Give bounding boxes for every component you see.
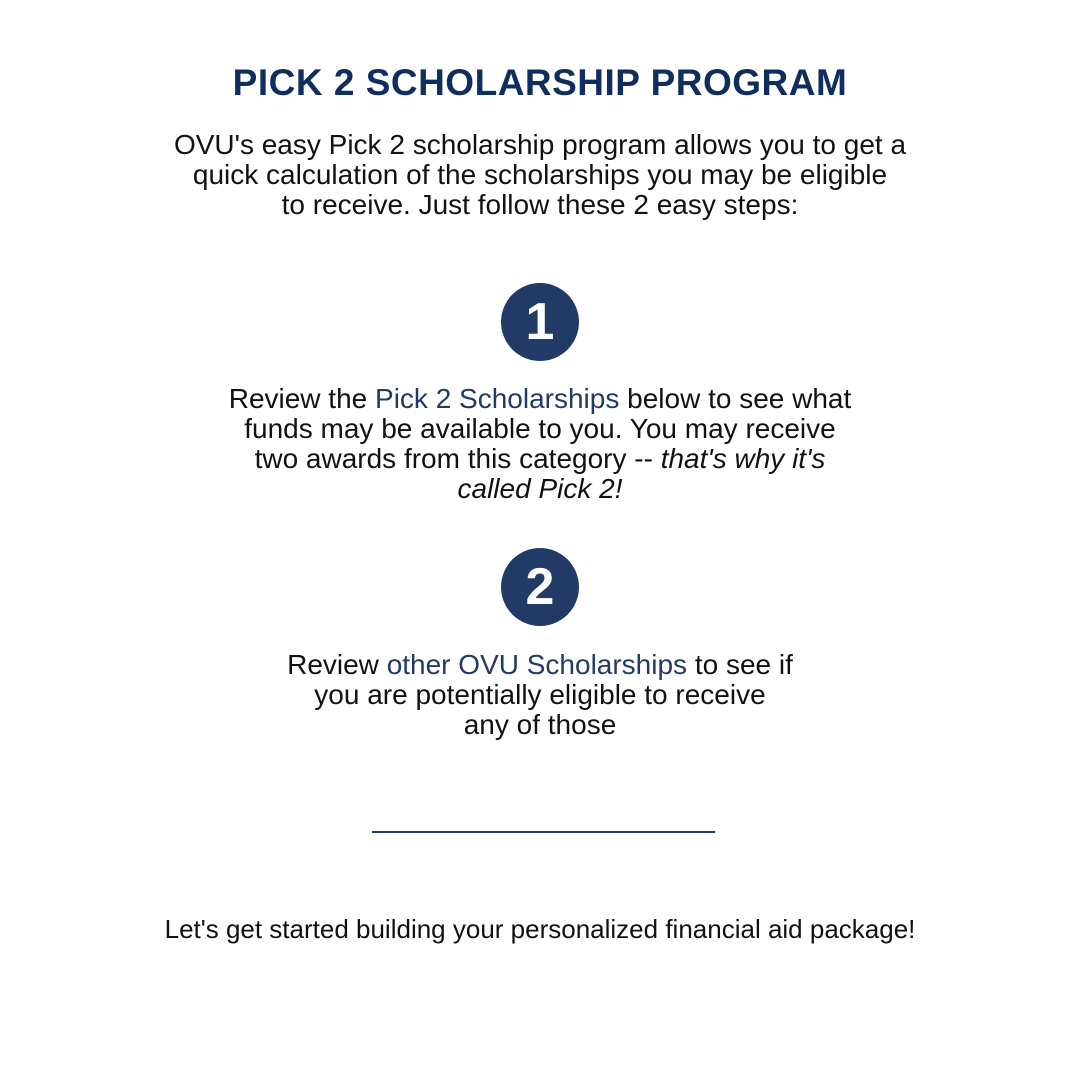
step-1-line: funds may be available to you. You may receive — [244, 413, 836, 444]
step-1-line3-italic: that's why it's — [660, 443, 826, 474]
step-2-line: you are potentially eligible to receive — [314, 679, 766, 710]
step-2-text-start: Review — [287, 649, 387, 680]
intro-paragraph — [100, 130, 980, 220]
step-1-line3-plain: two awards from this category -- — [254, 443, 661, 474]
step-1-text-start: Review the — [228, 383, 376, 414]
step-2-text — [140, 650, 940, 740]
intro-line: to receive. Just follow these 2 easy steps: — [281, 189, 799, 220]
intro-line: quick calculation of the scholarships you may be eligible — [192, 159, 888, 190]
step-2-text-end: to see if — [687, 649, 793, 680]
other-ovu-scholarships-link[interactable]: other OVU Scholarships — [386, 649, 688, 680]
step-1-line — [140, 384, 940, 414]
pick-2-scholarships-link[interactable]: Pick 2 Scholarships — [375, 383, 620, 414]
intro-line: OVU's easy Pick 2 scholarship program allows you to get a — [173, 129, 907, 160]
closing-message: Let's get started building your personalized financial aid package! — [164, 914, 916, 944]
step-2-line — [140, 650, 940, 680]
step-2-line: any of those — [463, 709, 617, 740]
step-1-badge: 1 — [501, 283, 579, 361]
divider — [372, 831, 715, 833]
step-2-badge: 2 — [501, 548, 579, 626]
step-1-line4-italic: called Pick 2! — [457, 473, 623, 504]
step-1-line — [140, 444, 940, 474]
step-1-line — [140, 474, 940, 504]
page-title: PICK 2 SCHOLARSHIP PROGRAM — [232, 62, 848, 103]
step-1-text — [140, 384, 940, 504]
step-1-text-end: below to see what — [619, 383, 852, 414]
